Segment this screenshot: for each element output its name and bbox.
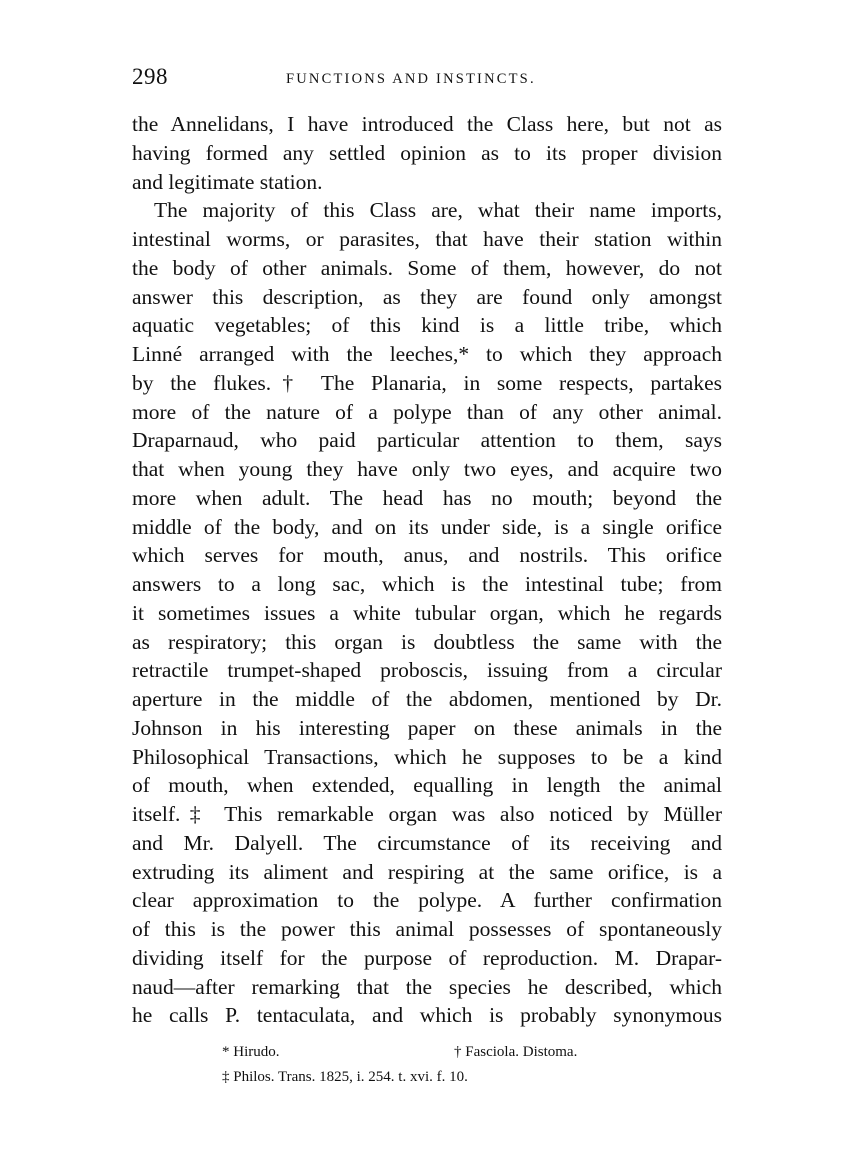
- footnote-philos-trans: ‡ Philos. Trans. 1825, i. 254. t. xvi. f. 10.: [222, 1069, 468, 1085]
- text-line: clear approximation to the polype. A further confirmation: [132, 888, 722, 913]
- text-line: he calls P. tentaculata, and which is probably synonymous: [132, 1003, 722, 1028]
- text-line: Johnson in his interesting paper on these animals in the: [132, 715, 722, 740]
- text-line: which serves for mouth, anus, and nostrils. This orifice: [132, 543, 722, 568]
- text-line: of this is the power this animal possesses of spontaneously: [132, 917, 722, 941]
- footnote-row: [222, 1040, 642, 1065]
- text-line: and legitimate station.: [132, 169, 323, 194]
- text-line: Draparnaud, who paid particular attention to them, says: [132, 428, 722, 453]
- text-line: having formed any settled opinion as to its proper division: [132, 140, 722, 165]
- running-title: FUNCTIONS AND INSTINCTS.: [286, 71, 536, 87]
- text-line: dividing itself for the purpose of reproduction. M. Drapar-: [132, 945, 722, 970]
- text-line: middle of the body, and on its under side, is a single orifice: [132, 514, 722, 539]
- text-line: that when young they have only two eyes, and acquire two: [132, 457, 722, 481]
- text-line: as respiratory; this organ is doubtless the same with the: [132, 629, 722, 654]
- text-line: itself.‡ This remarkable organ was also noticed by Müller: [132, 802, 722, 826]
- text-line: intestinal worms, or parasites, that have their station within: [132, 227, 722, 251]
- text-line: and Mr. Dalyell. The circumstance of its receiving and: [132, 830, 722, 855]
- text-line: naud—after remarking that the species he described, which: [132, 974, 722, 999]
- footnote-fasciola: † Fasciola. Distoma.: [454, 1044, 578, 1060]
- text-line: the body of other animals. Some of them, however, do not: [132, 255, 722, 280]
- text-line: answers to a long sac, which is the intestinal tube; from: [132, 572, 722, 596]
- text-line: extruding its aliment and respiring at the same orifice, is a: [132, 859, 722, 884]
- text-line: Linné arranged with the leeches,* to which they approach: [132, 342, 722, 366]
- text-line: more when adult. The head has no mouth; beyond the: [132, 485, 722, 510]
- running-head: [132, 64, 722, 98]
- body-text: [132, 110, 722, 1030]
- text-line: of mouth, when extended, equalling in length the animal: [132, 773, 722, 798]
- text-line: The majority of this Class are, what their name imports,: [154, 198, 722, 223]
- page-number: 298: [132, 64, 168, 89]
- text-line: answer this description, as they are found only amongst: [132, 284, 722, 309]
- footnote-hirudo: * Hirudo.: [222, 1044, 280, 1060]
- text-line: the Annelidans, I have introduced the Class here, but not as: [132, 112, 722, 136]
- text-line: retractile trumpet-shaped proboscis, issuing from a circular: [132, 658, 722, 683]
- text-line: Philosophical Transactions, which he supposes to be a kind: [132, 744, 722, 769]
- footnote-row: [222, 1065, 642, 1090]
- text-line: by the flukes.† The Planaria, in some respects, partakes: [132, 370, 722, 395]
- footnotes: [222, 1040, 642, 1090]
- text-line: more of the nature of a polype than of any other animal.: [132, 399, 722, 424]
- text-line: aquatic vegetables; of this kind is a little tribe, which: [132, 313, 722, 338]
- text-line: it sometimes issues a white tubular organ, which he regards: [132, 600, 722, 625]
- text-line: aperture in the middle of the abdomen, mentioned by Dr.: [132, 687, 722, 711]
